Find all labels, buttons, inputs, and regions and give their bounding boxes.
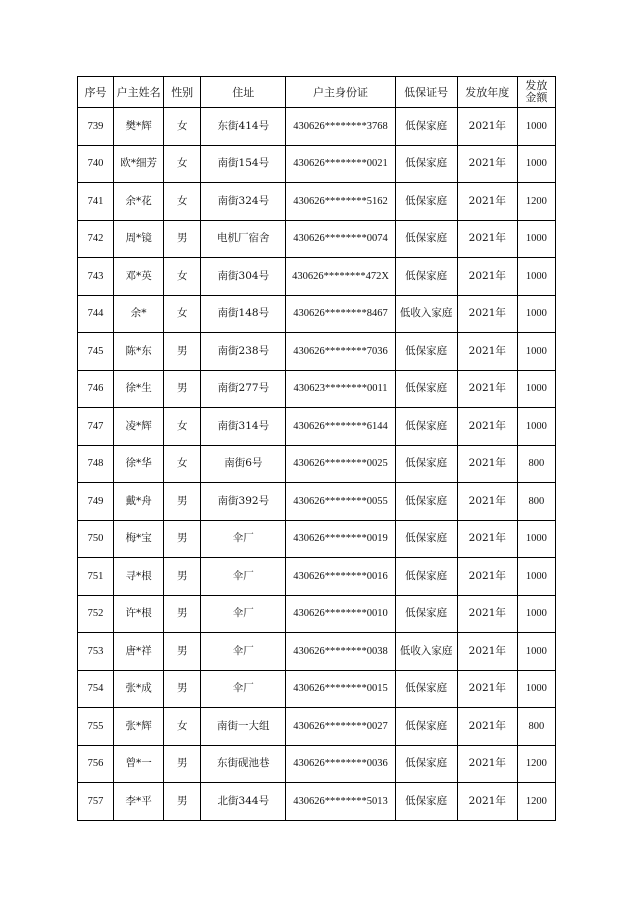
table-row <box>78 745 556 783</box>
cell-year: 2021年 <box>457 408 517 446</box>
cell-year: 2021年 <box>457 295 517 333</box>
cell-address: 南街277号 <box>201 370 286 408</box>
cell-id-number: 430626********7036 <box>286 333 395 371</box>
cell-id-number: 430626********3768 <box>286 108 395 146</box>
table-header <box>78 77 556 108</box>
cell-year: 2021年 <box>457 183 517 221</box>
cell-name: 梅*宝 <box>114 520 164 558</box>
cell-amount: 800 <box>517 483 555 521</box>
cell-name: 余* <box>114 295 164 333</box>
cell-sex: 男 <box>164 520 201 558</box>
table-row <box>78 670 556 708</box>
cell-year: 2021年 <box>457 483 517 521</box>
cell-name: 唐*祥 <box>114 633 164 671</box>
header-amount-line1: 发放 <box>525 79 548 92</box>
cell-year: 2021年 <box>457 745 517 783</box>
cell-id-number: 430626********8467 <box>286 295 395 333</box>
cell-cert: 低保家庭 <box>395 483 457 521</box>
cell-name: 凌*辉 <box>114 408 164 446</box>
table-row <box>78 108 556 146</box>
cell-cert: 低保家庭 <box>395 558 457 596</box>
cell-amount: 1000 <box>517 595 555 633</box>
cell-seq: 747 <box>78 408 114 446</box>
header-address: 住址 <box>201 77 286 108</box>
table-row <box>78 370 556 408</box>
table-row <box>78 295 556 333</box>
cell-amount: 1000 <box>517 370 555 408</box>
cell-amount: 1000 <box>517 633 555 671</box>
cell-id-number: 430626********0019 <box>286 520 395 558</box>
header-seq: 序号 <box>78 77 114 108</box>
cell-id-number: 430626********0021 <box>286 145 395 183</box>
cell-id-number: 430626********0025 <box>286 445 395 483</box>
cell-address: 东街砚池巷 <box>201 745 286 783</box>
cell-name: 欧*细芳 <box>114 145 164 183</box>
cell-cert: 低保家庭 <box>395 445 457 483</box>
header-cert: 低保证号 <box>395 77 457 108</box>
cell-seq: 755 <box>78 708 114 746</box>
header-amount <box>517 77 555 108</box>
table-row <box>78 595 556 633</box>
cell-seq: 748 <box>78 445 114 483</box>
cell-sex: 男 <box>164 220 201 258</box>
cell-name: 徐*华 <box>114 445 164 483</box>
cell-year: 2021年 <box>457 108 517 146</box>
cell-address: 北街344号 <box>201 783 286 821</box>
cell-address: 伞厂 <box>201 520 286 558</box>
cell-address: 南街一大组 <box>201 708 286 746</box>
table-body <box>78 108 556 821</box>
table-row <box>78 558 556 596</box>
cell-id-number: 430626********0055 <box>286 483 395 521</box>
cell-year: 2021年 <box>457 145 517 183</box>
header-row <box>78 77 556 108</box>
cell-seq: 745 <box>78 333 114 371</box>
cell-amount: 1200 <box>517 783 555 821</box>
cell-sex: 男 <box>164 633 201 671</box>
cell-name: 邓*英 <box>114 258 164 296</box>
cell-cert: 低保家庭 <box>395 183 457 221</box>
cell-address: 南街238号 <box>201 333 286 371</box>
cell-amount: 800 <box>517 445 555 483</box>
cell-sex: 女 <box>164 295 201 333</box>
cell-sex: 男 <box>164 483 201 521</box>
cell-year: 2021年 <box>457 370 517 408</box>
cell-year: 2021年 <box>457 595 517 633</box>
cell-id-number: 430626********0015 <box>286 670 395 708</box>
cell-cert: 低保家庭 <box>395 520 457 558</box>
cell-cert: 低保家庭 <box>395 670 457 708</box>
cell-cert: 低保家庭 <box>395 370 457 408</box>
cell-sex: 男 <box>164 745 201 783</box>
table-row <box>78 633 556 671</box>
cell-address: 伞厂 <box>201 595 286 633</box>
cell-seq: 742 <box>78 220 114 258</box>
cell-sex: 男 <box>164 333 201 371</box>
cell-address: 南街154号 <box>201 145 286 183</box>
cell-sex: 女 <box>164 708 201 746</box>
cell-address: 电机厂宿舍 <box>201 220 286 258</box>
cell-year: 2021年 <box>457 220 517 258</box>
table-row <box>78 483 556 521</box>
table-row <box>78 783 556 821</box>
cell-year: 2021年 <box>457 333 517 371</box>
cell-cert: 低收入家庭 <box>395 295 457 333</box>
cell-seq: 740 <box>78 145 114 183</box>
cell-seq: 750 <box>78 520 114 558</box>
cell-amount: 800 <box>517 708 555 746</box>
cell-name: 戴*舟 <box>114 483 164 521</box>
cell-amount: 1000 <box>517 108 555 146</box>
table-row <box>78 520 556 558</box>
cell-seq: 746 <box>78 370 114 408</box>
cell-address: 南街6号 <box>201 445 286 483</box>
cell-cert: 低收入家庭 <box>395 633 457 671</box>
cell-sex: 男 <box>164 558 201 596</box>
table-row <box>78 708 556 746</box>
cell-seq: 753 <box>78 633 114 671</box>
cell-amount: 1200 <box>517 183 555 221</box>
cell-address: 东街414号 <box>201 108 286 146</box>
cell-amount: 1200 <box>517 745 555 783</box>
cell-amount: 1000 <box>517 558 555 596</box>
cell-seq: 754 <box>78 670 114 708</box>
cell-seq: 752 <box>78 595 114 633</box>
cell-name: 寻*根 <box>114 558 164 596</box>
cell-amount: 1000 <box>517 295 555 333</box>
cell-id-number: 430623********0011 <box>286 370 395 408</box>
cell-address: 伞厂 <box>201 670 286 708</box>
cell-amount: 1000 <box>517 333 555 371</box>
cell-id-number: 430626********0074 <box>286 220 395 258</box>
cell-cert: 低保家庭 <box>395 258 457 296</box>
header-year: 发放年度 <box>457 77 517 108</box>
cell-year: 2021年 <box>457 783 517 821</box>
cell-name: 许*根 <box>114 595 164 633</box>
cell-id-number: 430626********472X <box>286 258 395 296</box>
header-amount-line2: 金额 <box>525 91 548 104</box>
cell-year: 2021年 <box>457 708 517 746</box>
cell-name: 周*镜 <box>114 220 164 258</box>
table-row <box>78 258 556 296</box>
cell-address: 南街148号 <box>201 295 286 333</box>
cell-seq: 739 <box>78 108 114 146</box>
cell-name: 张*辉 <box>114 708 164 746</box>
table-row <box>78 408 556 446</box>
cell-sex: 女 <box>164 108 201 146</box>
cell-sex: 女 <box>164 445 201 483</box>
cell-name: 陈*东 <box>114 333 164 371</box>
table-row <box>78 445 556 483</box>
table-row <box>78 220 556 258</box>
cell-seq: 744 <box>78 295 114 333</box>
cell-address: 南街392号 <box>201 483 286 521</box>
cell-address: 南街314号 <box>201 408 286 446</box>
cell-cert: 低保家庭 <box>395 595 457 633</box>
cell-id-number: 430626********6144 <box>286 408 395 446</box>
cell-sex: 女 <box>164 145 201 183</box>
cell-sex: 女 <box>164 183 201 221</box>
cell-sex: 女 <box>164 408 201 446</box>
cell-id-number: 430626********0038 <box>286 633 395 671</box>
cell-name: 余*花 <box>114 183 164 221</box>
cell-amount: 1000 <box>517 258 555 296</box>
cell-year: 2021年 <box>457 558 517 596</box>
subsidy-roster-table <box>77 76 556 821</box>
cell-sex: 男 <box>164 595 201 633</box>
cell-id-number: 430626********5013 <box>286 783 395 821</box>
cell-year: 2021年 <box>457 258 517 296</box>
cell-cert: 低保家庭 <box>395 145 457 183</box>
cell-name: 樊*辉 <box>114 108 164 146</box>
cell-cert: 低保家庭 <box>395 220 457 258</box>
cell-seq: 749 <box>78 483 114 521</box>
cell-year: 2021年 <box>457 633 517 671</box>
cell-seq: 743 <box>78 258 114 296</box>
cell-cert: 低保家庭 <box>395 108 457 146</box>
cell-year: 2021年 <box>457 670 517 708</box>
cell-id-number: 430626********0016 <box>286 558 395 596</box>
cell-address: 南街324号 <box>201 183 286 221</box>
cell-year: 2021年 <box>457 520 517 558</box>
cell-cert: 低保家庭 <box>395 783 457 821</box>
cell-address: 伞厂 <box>201 558 286 596</box>
table-row <box>78 145 556 183</box>
cell-name: 曾*一 <box>114 745 164 783</box>
cell-sex: 男 <box>164 670 201 708</box>
cell-amount: 1000 <box>517 220 555 258</box>
cell-seq: 751 <box>78 558 114 596</box>
cell-sex: 男 <box>164 783 201 821</box>
cell-name: 张*成 <box>114 670 164 708</box>
cell-seq: 741 <box>78 183 114 221</box>
cell-id-number: 430626********0036 <box>286 745 395 783</box>
cell-cert: 低保家庭 <box>395 333 457 371</box>
cell-name: 李*平 <box>114 783 164 821</box>
cell-year: 2021年 <box>457 445 517 483</box>
cell-seq: 756 <box>78 745 114 783</box>
cell-amount: 1000 <box>517 520 555 558</box>
cell-cert: 低保家庭 <box>395 745 457 783</box>
header-name: 户主姓名 <box>114 77 164 108</box>
cell-amount: 1000 <box>517 670 555 708</box>
header-sex: 性别 <box>164 77 201 108</box>
cell-seq: 757 <box>78 783 114 821</box>
cell-amount: 1000 <box>517 408 555 446</box>
cell-amount: 1000 <box>517 145 555 183</box>
cell-id-number: 430626********5162 <box>286 183 395 221</box>
cell-address: 伞厂 <box>201 633 286 671</box>
cell-sex: 男 <box>164 370 201 408</box>
cell-cert: 低保家庭 <box>395 708 457 746</box>
cell-cert: 低保家庭 <box>395 408 457 446</box>
cell-id-number: 430626********0027 <box>286 708 395 746</box>
cell-address: 南街304号 <box>201 258 286 296</box>
table-row <box>78 333 556 371</box>
table-row <box>78 183 556 221</box>
cell-id-number: 430626********0010 <box>286 595 395 633</box>
cell-name: 徐*生 <box>114 370 164 408</box>
header-id-number: 户主身份证 <box>286 77 395 108</box>
cell-sex: 女 <box>164 258 201 296</box>
